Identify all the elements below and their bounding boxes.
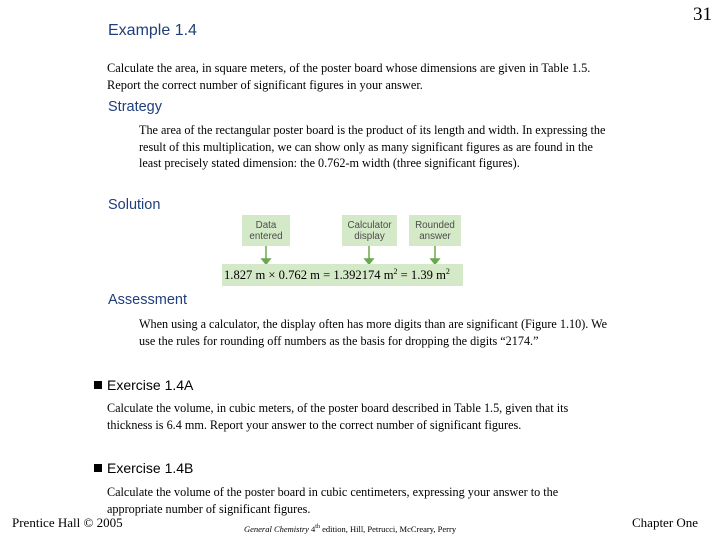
equation-exponent-1: 2 [393,267,398,276]
example-problem-text: Calculate the area, in square meters, of the poster board whose dimensions are given in Table 1.5. Report the correct number of significant figures in your answer. [107,61,591,92]
label-data-entered: Data entered [242,215,290,246]
square-bullet-icon [94,381,102,389]
page-number: 31 [693,4,712,25]
exercise-a-title-text: Exercise 1.4A [107,377,194,393]
footer-book-title: General Chemistry [244,524,309,534]
equation-exponent-2: 2 [445,267,450,276]
exercise-b-text: Calculate the volume of the poster board in cubic centimeters, expressing your answer to the appropriate number of significant figures. [107,485,559,516]
assessment-heading: Assessment [108,292,187,308]
equation-calculation: 1.827 m × 0.762 m = 1.392174 m [224,268,394,283]
label-calculator-display: Calculator display [342,215,397,246]
solution-heading: Solution [108,197,161,213]
footer-chapter: Chapter One [632,515,699,530]
footer-edition-num: 4 [311,524,316,534]
footer-edition-sup: th [315,524,320,531]
equation-rounded: = 1.39 m [397,268,446,283]
label-rounded-answer: Rounded answer [409,215,461,246]
example-title: Example 1.4 [108,22,197,39]
exercise-a-text: Calculate the volume, in cubic meters, of the poster board described in Table 1.5, given that its thickness is 6.4 mm. Report your answer to the correct number of significant figures. [107,401,569,432]
solution-equation [224,267,450,283]
strategy-text: The area of the rectangular poster board is the product of its length and width. In expressing the result of this multiplication, we can show only as many significant figures as are found in the least precisely stated dimension: the 0.762-m width (three significant figures). [139,123,606,170]
exercise-a-title [94,377,193,393]
footer-authors: edition, Hill, Petrucci, McCreary, Perry [319,524,457,534]
assessment-text: When using a calculator, the display often has more digits than are significant (Figure 1.10). We use the rules for rounding off numbers as the basis for dropping the digits “2174.” [139,317,608,348]
exercise-b-title-text: Exercise 1.4B [107,460,194,476]
solution-figure [222,214,463,286]
footer-book-citation [244,524,456,534]
exercise-b-title [94,460,193,476]
footer-publisher: Prentice Hall © 2005 [12,515,123,530]
strategy-heading: Strategy [108,99,162,115]
square-bullet-icon [94,464,102,472]
